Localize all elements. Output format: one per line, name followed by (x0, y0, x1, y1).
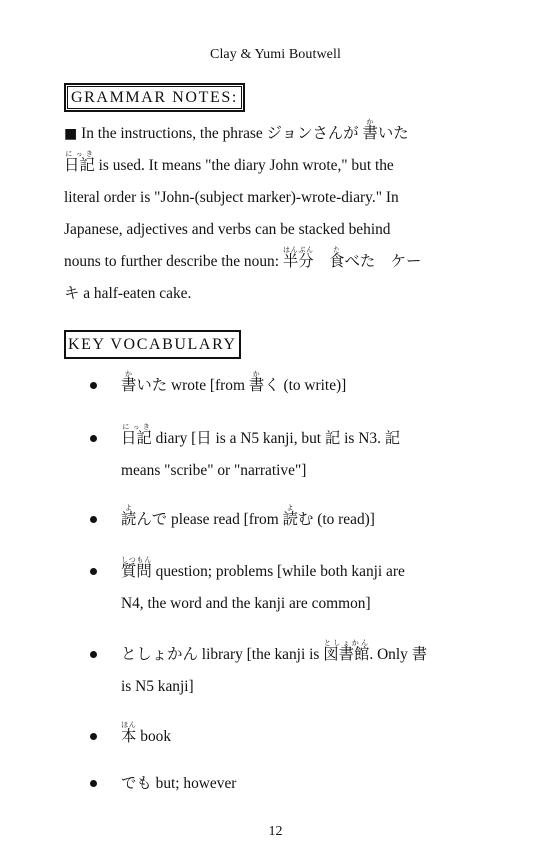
paragraph-line (64, 246, 464, 278)
text-run: question; problems [while both kanji are (151, 563, 405, 580)
vocab-line (121, 423, 461, 455)
vocab-line (121, 721, 461, 753)
furigana-word: 食た (329, 246, 345, 270)
furigana-word: 書か (121, 370, 137, 394)
vocab-line (121, 370, 461, 402)
grammar-notes-paragraph (64, 118, 464, 310)
vocab-line: N4, the word and the kanji are common] (121, 595, 371, 612)
bullet-icon (90, 568, 97, 575)
bullet-square: ■ (64, 126, 78, 142)
bullet-icon (90, 382, 97, 389)
bullet-icon (90, 780, 97, 787)
bullet-icon (90, 733, 97, 740)
furigana-word: 本ほん (121, 721, 137, 745)
vocab-line: means "scribe" or "narrative"] (121, 462, 307, 479)
furigana-word: 半分はんぶん (282, 246, 314, 270)
text-run: く (to write)] (264, 377, 347, 394)
bullet-icon (90, 516, 97, 523)
paragraph-line (64, 150, 464, 182)
vocab-line (121, 556, 461, 588)
paragraph-line: キ a half-eaten cake. (64, 285, 192, 302)
text-run: diary [日 is a N5 kanji, but 記 is N3. 記 (151, 430, 401, 447)
vocab-line (121, 639, 461, 671)
text-run: いた (377, 125, 409, 142)
running-header: Clay & Yumi Boutwell (210, 47, 341, 62)
furigana-word: 書か (362, 118, 378, 142)
furigana-word: 日記にっき (64, 150, 95, 174)
text-run: nouns to further describe the noun: (64, 253, 283, 270)
text-run: む (to read)] (297, 511, 375, 528)
key-vocabulary-heading: KEY VOCABULARY (64, 330, 241, 359)
grammar-notes-heading: GRAMMAR NOTES: (64, 83, 245, 112)
furigana-word: 図書館としょかん (323, 639, 370, 663)
text-run: んで please read [from (136, 511, 283, 528)
bullet-icon (90, 435, 97, 442)
furigana-word: 読よ (282, 504, 298, 528)
text-run: In the instructions, the phrase ジョンさんが (77, 125, 363, 142)
furigana-word: 書か (248, 370, 265, 394)
paragraph-line: Japanese, adjectives and verbs can be stacked behind (64, 221, 391, 238)
paragraph-line (64, 118, 464, 150)
page-number: 12 (268, 824, 283, 839)
furigana-word: 日記にっき (121, 423, 152, 447)
bullet-icon (90, 651, 97, 658)
text-run: べた ケー (344, 253, 422, 270)
paragraph-line: literal order is "John-(subject marker)-wrote-diary." In (64, 189, 399, 206)
vocab-line (121, 504, 461, 536)
text-run: is used. It means "the diary John wrote," but the (94, 157, 394, 174)
vocab-line: でも but; however (121, 775, 237, 792)
vocab-line: is N5 kanji] (121, 678, 194, 695)
text-run: . Only 書 (369, 646, 428, 663)
text-run: book (136, 728, 172, 745)
furigana-word: 読よ (121, 504, 137, 528)
text-run: としょかん library [the kanji is (121, 646, 324, 663)
furigana-word: 質問しつもん (121, 556, 152, 580)
text-run: いた wrote [from (136, 377, 249, 394)
